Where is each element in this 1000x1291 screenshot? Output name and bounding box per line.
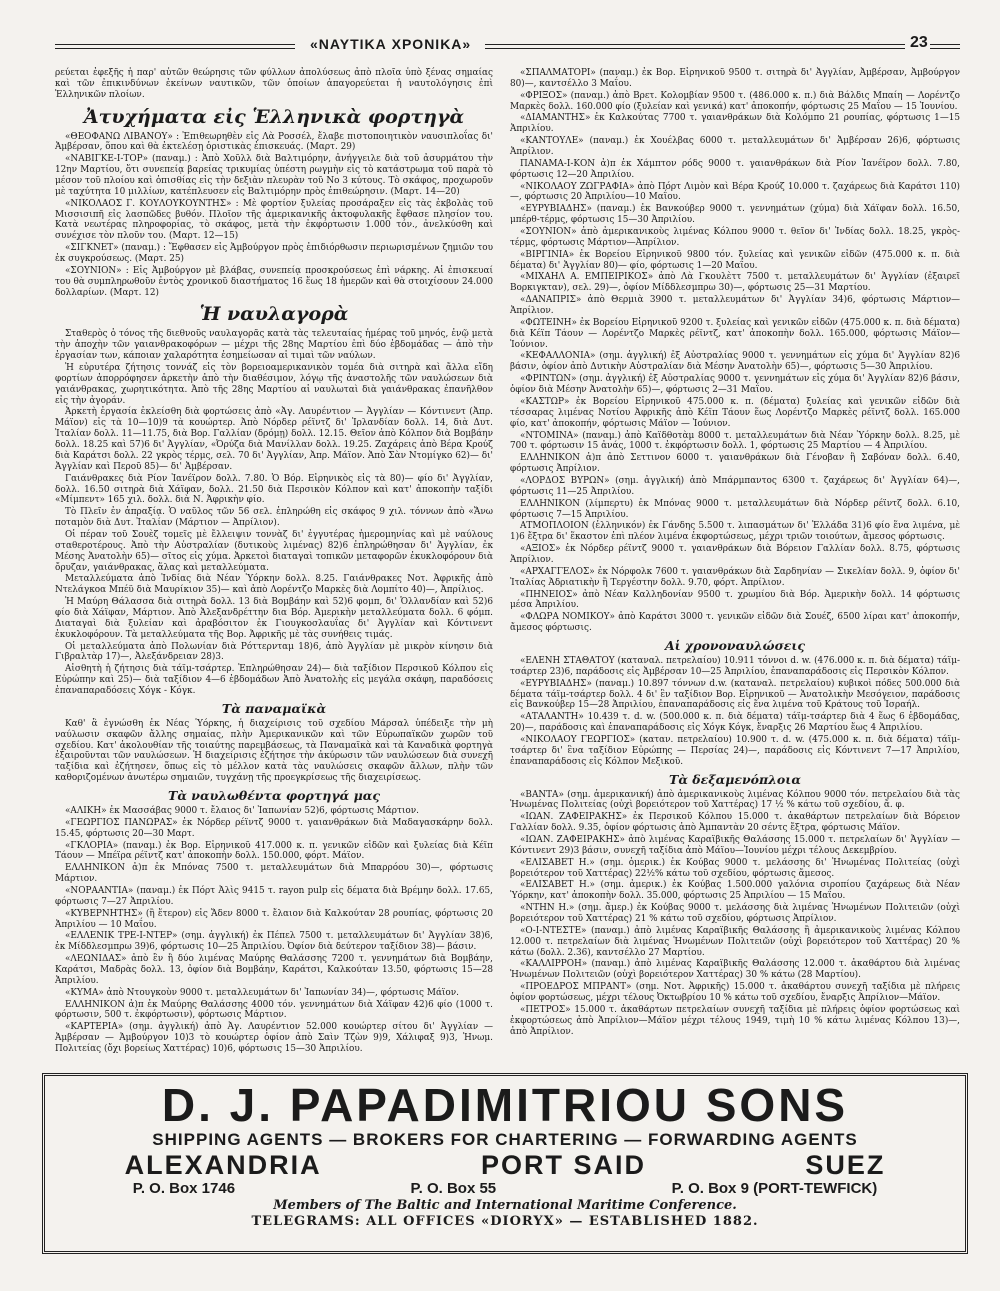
accident-item: «ΣΟΥΝΙΟΝ» : Εἰς Ἀμβούργον μὲ βλάβας, συνεπείᾳ προσκρούσεως ἐπὶ νάρκης. Αἱ ἐπισκευαί του θὰ συμπληρωθοῦν ἐντὸς χρονικοῦ διαστήματος 16 ἕως 18 ἡμερῶν καὶ θὰ στοιχίσουν 24.000 δολλαρίων. (Μαρτ. 12) bbox=[55, 265, 493, 298]
ad-city: ALEXANDRIA bbox=[124, 1150, 322, 1180]
header-rule-right bbox=[930, 44, 960, 49]
charter-item: «ΚΥΜΑ» ἀπὸ Ντουγκοὺν 9000 τ. μεταλλευμάτων δι' Ἰαπωνίαν 34)—, φόρτωσις Μάϊον. bbox=[65, 987, 459, 998]
header-rule-left bbox=[55, 44, 295, 49]
tanker-item: «ΕΛΙΣΑΒΕΤ Η.» (σημ. ἀμερικ.) ἐκ Κούβας 1.500.000 γαλόνια σιροπίου ζαχάρεως διὰ Νέαν Ὑόρκην, κατ' ἀποκοπὴν δολλ. 35.000, φόρτωσις 25 Ἀπριλίου — 15 Μαΐου. bbox=[510, 880, 960, 902]
charter-item: «ΛΕΩΝΙΔΑΣ» ἀπὸ ἓν ἢ δύο λιμένας Μαύρης Θαλάσσης 7200 τ. γεννημάτων διὰ Βομβάην, Καράτσι, Μαδρὰς δολλ. 13, ὀφίον διὰ Βομβάην, Καράτσι, Καλκούταν 13.50, φόρτωσις 15—28 Ἀπριλίου. bbox=[55, 954, 493, 986]
tanker-item: «ΒΑΝΤΑ» (σημ. ἀμερικανική) ἀπὸ ἀμερικανικοὺς λιμένας Κόλπου 9000 τόν. πετρελαίου διὰ τὰς Ἡνωμένας Πολιτείας (οὐχὶ βορειότερον τοῦ Χαττέρας) 17 ½ % κάτω τοῦ σχεδίου, ἄ. φ. bbox=[510, 789, 960, 811]
tanker-item: «ΠΕΤΡΟΣ» 15.000 τ. ἀκαθάρτων πετρελαίων συνεχῆ ταξίδια μὲ πλήρεις ὀφίον φορτώσεως καὶ ἐκφορτώσεως ἀπὸ Ἀπρίλιον—Μάϊον μέχρι τέλους 1949, τιμὴ 10 % κάτω λιμένας Κόλπου 13)—, ἀπὸ Ἀπρίλιον. bbox=[510, 1004, 960, 1037]
page-number: 23 bbox=[910, 34, 928, 51]
tanker-item: «ΙΩΑΝ. ΖΑΦΕΙΡΑΚΗΣ» ἐκ Περσικοῦ Κόλπου 15.000 τ. ἀκαθάρτων πετρελαίων διὰ Βόρειον Γαλλίαν δολλ. 9.35, ὀφίον φόρτωσις ἀπὸ Ἀμπαντὰν 20 σέντς ἔξτρα, φόρτωσις Μάϊον. bbox=[510, 812, 960, 834]
ad-membership: Members of The Baltic and International Maritime Conference. bbox=[273, 1198, 737, 1213]
fixture-item: «ΑΞΙΟΣ» ἐκ Νόρδερ ρέϊντζ 9000 τ. γαιανθράκων διὰ Βόρειον Γαλλίαν δολλ. 8.75, φόρτωσις Ἀπρίλιον. bbox=[510, 544, 960, 565]
ad-city: SUEZ bbox=[805, 1150, 886, 1180]
charter-item: «ΓΕΩΡΓΙΟΣ ΠΑΝΩΡΑΣ» ἐκ Νόρδερ ρέϊντζ 9000 τ. γαιανθράκων διὰ Μαδαγασκάρην δολλ. 15.45, φόρτωσις 20—30 Μαρτ. bbox=[55, 817, 493, 839]
freight-paragraph: Σταθερὸς ὁ τόνος τῆς διεθνοῦς ναυλαγορᾶς κατὰ τὰς τελευταίας ἡμέρας τοῦ μηνός, ἐνῷ μετὰ τὴν ἀποχὴν τῶν γαιανθρακοφόρων — μέχρι τῆς 28ης Μαρτίου ἐπὶ δύο ἑβδομάδας — ἀπὸ τὴν ἐργασίαν των, κάποιαν χαλαρότητα ἐσημείωσαν αἱ τιμαὶ τῶν ναύλων. bbox=[55, 329, 493, 362]
fixture-item: «ΕΥΡΥΒΙΑΔΗΣ» (παναμ.) ἐκ Βανκούβερ 9000 τ. γεννημάτων (χύμα) διὰ Χάϊφαν δολλ. 16.50, μπέρθ-τέρμς, φόρτωσις 15—30 Ἀπριλίου. bbox=[510, 204, 960, 226]
freight-paragraph: Τὸ Πλεῖν ἐν ἀπραξίᾳ. Ὁ ναῦλος τῶν 56 σελ. ἐπληρώθη εἰς σκάφος 9 χιλ. τόννων ἀπὸ «Ἄνω ποταμὸν διὰ Δυτ. Ἰταλίαν (Μάρτιον — Ἀπρίλιον). bbox=[55, 507, 493, 529]
accident-item: «ΣΙΓΚΝΕΤ» (παναμ.) : Ἔφθασεν εἰς Ἀμβούργον πρὸς ἐπιδιόρθωσιν περιωρισμένων ζημιῶν του ἐκ συγκρούσεως. (Μαρτ. 25) bbox=[55, 243, 493, 265]
freight-market-heading: Ἡ ναυλαγορὰ bbox=[199, 303, 349, 326]
accident-item: «ΝΑΒΙΓΚΕ-Ι-ΤΟΡ» (παναμ.) : Ἀπὸ Χοῦλλ διὰ Βαλτιμόρην, ἀνήγγειλε διὰ τοῦ ἀσυρμάτου τὴν 12ην Μαρτίου, ὅτι συνεπείᾳ βαρείας τρικυμίας ὑπέστη ρωγμὴν εἰς τὸ κατάστρωμα τοῦ παρὰ τὸ μέσον τοῦ πλοίου καὶ ὀπισθίας εἰς τὴν δεξιὰν πλευρὰν τοῦ Νο 3 κύτους. Τὸ σκάφος, προχωροῦν μὲ ταχύτητα 10 μιλλίων, κατέπλευσεν εἰς Βαλτιμόρην πρὸς ἐπιθεώρησιν. (Μαρτ. 14—20) bbox=[55, 154, 493, 197]
chartered-list bbox=[55, 806, 493, 1055]
fixture-item: «ΦΡΙΞΟΣ» (παναμ.) ἀπὸ Βρετ. Κολομβίαν 9500 τ. (486.000 κ. π.) διὰ Βάλδις Μπαίη — Λορέντζο Μαρκὲς δολλ. 160.000 φίο (ξυλείαν καὶ γενικά) κατ' ἀποκοπήν, φόρτωσις 25 Μαΐου — 15 Ἰουνίου. bbox=[510, 90, 960, 112]
journal-title: «ΝΑΥΤΙΚΑ ΧΡΟΝΙΚΑ» bbox=[310, 36, 472, 52]
accident-item: «ΝΙΚΟΛΑΟΣ Γ. ΚΟΥΛΟΥΚΟΥΝΤΗΣ» : Μὲ φορτίον ξυλείας προσάραξεν εἰς τὰς ἐκβολὰς τοῦ Μισσισιπῆ εἰς λασπῶδες βυθόν. Πλοῖον τῆς ἀμερικανικῆς ἀκτοφυλακῆς ἔφθασε πλησίον του. Κατὰ νεωτέρας πληροφορίας, τὸ σκάφος, μετὰ τὴν ἐκφόρτωσιν 1.000 τόν., ἀνελκύσθη καὶ συνέχισε τὸν πλοῦν του. (Μαρτ. 12—15) bbox=[55, 198, 493, 242]
ad-firm-name: D. J. PAPADIMITRIOU SONS bbox=[161, 1079, 849, 1131]
time-charter-item: «ΑΤΑΛΑΝΤΗ» 10.439 τ. d. w. (500.000 κ. π. διὰ δέματα) τάϊμ-τσάρτερ διὰ 4 ἕως 6 ἑβδομάδας, 20)—, παράδοσις καὶ ἐπαναπαράδοσις εἰς Χόγκ Κόγκ, ἔναρξις 26 Μαρτίου ἕως 4 Ἀπριλίου. bbox=[510, 712, 960, 734]
time-charter-item: «ΕΛΕΝΗ ΣΤΑΘΑΤΟΥ (καταναλ. πετρελαίου) 10.911 τόννοι d. w. (476.000 κ. π. διὰ δέματα) τάϊμ-τσάρτερ 23)6, παράδοσις εἰς Ἀμβέρσαν 10—25 Ἀπριλίου, ἐπαναπαράδοσις εἰς Περσικὸν Κόλπον. bbox=[510, 655, 960, 677]
tanker-item: «ΕΛΙΣΑΒΕΤ Η.» (σημ. ὁμερικ.) ἐκ Κούβας 9000 τ. μελάσσης δι' Ἡνωμένας Πολιτείας (οὐχὶ βορειότερον τοῦ Χαττέρας) 22½% κάτω τοῦ σχεδίου, φόρτωσις ἄμεσος. bbox=[510, 857, 960, 879]
charter-item: «ΕΛΛΕΝΙΚ ΤΡΕ-Ι-ΝΤΕΡ» (σημ. ἀγγλική) ἐκ Πέπελ 7500 τ. μεταλλευμάτων δι' Ἀγγλίαν 38)6, ἐκ Μίδδλεσμπρω 39)6, φόρτωσις 10—25 Ἀπριλίου. Ὀφίον διὰ δεύτερον ταξίδιον 38)— βάσιν. bbox=[55, 931, 493, 953]
panama-paragraph: Καθ' ἃ ἐγνώσθη ἐκ Νέας Ὑόρκης, ἡ διαχείρισις τοῦ σχεδίου Μάρσαλ ὑπέδειξε τὴν μὴ ναύλωσιν σκαφῶν ἄλλης σημαίας, πλὴν Ἀμερικανικῶν καὶ τῶν Εὐρωπαϊκῶν χωρῶν τοῦ σχεδίου. Κατ' ἀκολουθίαν τῆς τοιαύτης παρεμβάσεως, τὰ Παναμαϊκὰ καὶ τὰ Καναδικὰ φορτηγὰ ἐξαιροῦνται τῶν ναυλώσεων. Ἡ διαχείρισις ἐζήτησε τὴν ἀκύρωσιν τῶν ναυλώσεων διὰ συνεχῆ ταξίδια καὶ ἐζήτησεν, ὅπως εἰς τὸ μέλλον κατὰ τὰς ναυλώσεις σκαφῶν ἄλλων, πλὴν τῶν καθοριζομένων ἀνωτέρω σημαιῶν, τυγχάνῃ τῆς προεγκρίσεως τῆς διαχειρίσεως. bbox=[55, 718, 493, 784]
ad-po-box: P. O. Box 9 (PORT-TEWFICK) bbox=[671, 1180, 878, 1197]
fixture-item: «ΒΙΡΓΙΝΙΑ» ἐκ Βορείου Εἰρηνικοῦ 9800 τόν. ξυλείας καὶ γενικῶν εἰδῶν (475.000 κ. π. διὰ δέματα) δι' Ἀγγλίαν 80)— φίο, φόρτωσις 1—20 Μαΐου. bbox=[510, 249, 960, 271]
fixture-item: «ΝΤΟΜΙΝΑ» (παναμ.) ἀπὸ Καϊδθοτὰμ 8000 τ. μεταλλευμάτων διὰ Νέαν Ὑόρκην δολλ. 8.25, μὲ 700 τ. φόρτωσιν 15 ἀνάς, 1000 τ. ἐκφόρτωσιν δολλ. 1, φόρτωσις 25 Μαρτίου — 4 Ἀπριλίου. bbox=[510, 430, 960, 452]
freight-paragraph: Οἱ μεταλλεύματα ἀπὸ Πολωνίαν διὰ Ρόττερνταμ 18)6, ἀπὸ Ἀγγλίαν μὲ μικρὸν κίνησιν διὰ Γιβραλτὰρ 17)—, Ἀλεξάνδρειαν 28)3. bbox=[55, 641, 493, 663]
charter-item: «ΓΚΛΟΡΙΑ» (παναμ.) ἐκ Βορ. Εἰρηνικοῦ 417.000 κ. π. γενικῶν εἰδῶν καὶ ξυλείας διὰ Κέϊπ Τάουν — Μπέϊρα ρέϊντζ κατ' ἀποκοπὴν δολλ. 150.000, φόρτ. Μάϊον. bbox=[55, 840, 493, 862]
fixture-item: «ΠΗΝΕΙΟΣ» ἀπὸ Νέαν Καλληδονίαν 9500 τ. χρωμίου διὰ Βόρ. Ἀμερικὴν δολλ. 14 φόρτωσις μέσα Ἀπριλίου. bbox=[510, 589, 960, 611]
charter-item: «ΝΟΡΑΑΝΤΙΑ» (παναμ.) ἐκ Πόρτ Ἀλὶς 9415 τ. rayon pulp εἰς δέματα διὰ Βρέμην δολλ. 17.65, φόρτωσις 7—27 Ἀπριλίου. bbox=[55, 886, 493, 907]
tankers-list bbox=[510, 790, 960, 1038]
time-charters-heading: Αἱ χρονοναυλώσεις bbox=[664, 637, 806, 653]
fixture-item: «ΚΑΣΤΩΡ» ἐκ Βορείου Εἰρηνικοῦ 475.000 κ. π. (δέματα) ξυλείας καὶ γενικῶν εἰδῶν διὰ τέσσαρας λιμένας Νοτίου Ἀφρικῆς ἀπὸ Κέϊπ Τάουν ἕως Λορέντζο Μαρκὲς ρέϊντζ δολλ. 165.000 φίο, κατ' ἀποκοπήν, φόρτωσις Μάϊον — Ἰούνιον. bbox=[510, 396, 960, 429]
fixture-item: ΑΤΜΟΠΛΟΙΟΝ (ἑλληνικόν) ἐκ Γάνδης 5.500 τ. λιπασμάτων δι' Ἑλλάδα 31)6 φίο ἕνα λιμένα, μὲ 1)6 ἔξτρα δι' ἕκαστον ἐπὶ πλέον λιμένα ἐκφορτώσεως, μέχρι τριῶν τοιούτων, ἄμεσος φόρτωσις. bbox=[510, 521, 960, 543]
ad-cities bbox=[45, 1150, 965, 1180]
tanker-item: «Ο-Ι-ΝΤΕΣΤΕ» (παναμ.) ἀπὸ λιμένας Καραϊβικῆς Θαλάσσης ἢ ἀμερικανικοὺς λιμένας Κόλπου 12.000 τ. πετρελαίων διὰ λιμένας Ἡνωμένων Πολιτειῶν (οὐχὶ βορειότερον τοῦ Χαττέρας) 20 % κάτω (δολλ. 2.36), καντσέλλο 27 Μαρτίου. bbox=[510, 925, 960, 958]
charter-item: ΕΛΛΗΝΙΚΟΝ ἀ)π ἐκ Μπόνας 7500 τ. μεταλλευμάτων διὰ Μπαρρόου 30)—, φόρτωσις Μάρτιον. bbox=[55, 863, 493, 885]
time-charter-item: «ΕΥΡΥΒΙΑΔΗΣ» (παναμ.) 10.897 τόννων d.w. (καταναλ. πετρελαίου) κυβικοὶ πόδες 500.000 διὰ δέματα τάϊμ-τσάρτερ δολλ. 4 δι' ἓν ταξίδιον Βορ. Εἰρηνικοῦ — Ἀνατολικὴν Μεσόγειον, παράδοσις εἰς Βανκούβερ 15—28 Ἀπριλίου, ἐπαναπαράδοσις εἰς ἕνα λιμένα τοῦ Κράτους τοῦ Ἰσραήλ. bbox=[510, 678, 960, 711]
fixture-item: «ΔΙΑΜΑΝΤΗΣ» ἐκ Καλκούτας 7700 τ. γαιανθράκων διὰ Κολόμπο 21 ρουπίας, φόρτωσις 1—15 Ἀπριλίου. bbox=[510, 113, 960, 135]
fixture-item: «ΣΟΥΝΙΟΝ» ἀπὸ ἀμερικανικοὺς λιμένας Κόλπου 9000 τ. θεῖον δι' Ἰνδίας δολλ. 18.25, γκρὸς-τέρμς, φόρτωσις Μάρτιον—Ἀπρίλιον. bbox=[510, 227, 960, 248]
charter-item: «ΚΥΒΕΡΝΗΤΗΣ» (ἢ ἕτερον) εἰς Ἄδεν 8000 τ. ἔλαιον διὰ Καλκούταν 28 ρουπίας, φόρτωσις 20 Ἀπριλίου — 10 Μαΐου. bbox=[55, 908, 493, 930]
time-charter-item: «ΝΙΚΟΛΑΟΥ ΓΕΩΡΓΙΟΣ» (καταν. πετρελαίου) 10.900 τ. d. w. (475.000 κ. π. διὰ δέματα) τάϊμ-τσάρτερ δι' ἓνα ταξίδιον Εὐρώπης — Περσίας 24)—, παράδοσις εἰς Κόντινεντ 7—17 Ἀπριλίου, ἐπαναπαράδοσις εἰς Κόλπον Μεξικοῦ. bbox=[510, 734, 960, 767]
header-rule-middle bbox=[485, 44, 905, 49]
intro-paragraph: ρεύεται ἐφεξῆς ἡ παρ' αὐτῶν θεώρησις τῶν φύλλων ἀπολύσεως ἀπὸ πλοῖα ὑπὸ ξένας σημαίας καὶ τῶν ἐπικινδύνων ἐκείνων ναυτικῶν, τῶν ὁποίων ἀπαγορεύεται ἡ ναυτολόγησις ἐπὶ Ἑλληνικῶν πλοίων. bbox=[55, 68, 493, 100]
page-header bbox=[55, 34, 960, 58]
charter-item: «ΚΑΡΤΕΡΙΑ» (σημ. ἀγγλική) ἀπὸ Ἀγ. Λαυρέντιον 52.000 κουώρτερ σίτου δι' Ἀγγλίαν — Ἀμβέρσαν — Ἀμβούργον 10)3 τὸ κουώρτερ ὀφίον ἀπὸ Σαὶν Τζὼν 9)9, Χάλιφαξ 9)3, Ἡνωμ. Πολιτείας (ὄχι βορείως Χαττέρας) 10)6, φόρτωσις 15—30 Ἀπριλίου. bbox=[55, 1022, 493, 1055]
fixture-item: «ΑΡΧΑΓΓΕΛΟΣ» ἐκ Νόρφολκ 7600 τ. γαιανθράκων διὰ Σαρδηνίαν — Σικελίαν δολλ. 9, ὀφίον δι' Ἰταλίας Ἀδριατικὴν ἢ Τεργέστην δολλ. 9.70, φόρτ. Ἀπρίλιον. bbox=[510, 566, 960, 588]
time-charters-list bbox=[510, 656, 960, 768]
freight-paragraph: Ἀρκετὴ ἐργασία ἐκλείσθη διὰ φορτώσεις ἀπὸ «Ἀγ. Λαυρέντιον — Ἀγγλίαν — Κόντινεντ (Ἀπρ. Μάϊον) εἰς τὰ 10—10)9 τὰ κουώρτερ. Ἀπὸ Νόρδερ ρέϊντζ δι' Ἰρλανδίαν δολλ. 14, διὰ Δυτ. Ἰταλίαν δολλ. 11—11.75, διὰ Βορ. Γαλλίαν (δρόμῃ) δολλ. 12.15. Θεῖον ἀπὸ Κόλπον διὰ Βομβάην δολλ. 18.25 καὶ 57)6 δι' Ἀγγλίαν, «Ὀρύζα διὰ Μανίλλαν δολλ. 19.25. Ζαχάρεις ἀπὸ Βέρα Κρούζ διὰ Καράτσι δολλ. 22 γκρὸς τέρμς, σελ. 70 δι' Ἀγγλίαν, Ἀπρ. Μάϊον. Ἀπὸ Σὰν Ντομίγκο 62)— δι' Ἀγγλίαν καὶ Περοῦ 85)— δι' Ἀμβέρσαν. bbox=[55, 407, 493, 472]
freight-paragraph: Μεταλλεύματα ἀπὸ Ἰνδίας διὰ Νέαν Ὑόρκην δολλ. 8.25. Γαιάνθρακες Νοτ. Ἀφρικῆς ἀπὸ Ντελάγκοα Μπέϋ διὰ Μαυρίκιον 35)— καὶ ἀπὸ Λορέντζο Μαρκὲς διὰ Λομπίτο 40)—, Ἀπρίλιος. bbox=[55, 574, 493, 596]
ad-po-box: P. O. Box 55 bbox=[410, 1180, 497, 1197]
fixture-item: «ΦΩΤΕΙΝΗ» ἐκ Βορείου Εἰρηνικοῦ 9200 τ. ξυλείας καὶ γενικῶν εἰδῶν (475.000 κ. π. διὰ δέματα) διὰ Κέϊπ Τάουν — Λορέντζο Μαρκὲς ρέϊντζ, κατ' ἀποκοπὴν δολλ. 165.000, φόρτωσις Μάϊον—Ἰούνιον. bbox=[510, 317, 960, 350]
fixture-item: «ΦΛΩΡΑ ΝΟΜΙΚΟΥ» ἀπὸ Καράτσι 3000 τ. γενικῶν εἰδῶν διὰ Σουέζ, 6500 λίραι κατ' ἀποκοπήν, ἄμεσος φόρτωσις. bbox=[510, 612, 960, 634]
fixture-item: «ΣΠΑΛΜΑΤΟΡΙ» (παναμ.) ἐκ Βορ. Εἰρηνικοῦ 9500 τ. σιτηρὰ δι' Ἀγγλίαν, Ἀμβέρσαν, Ἀμβούργον 80)—, καντσέλλο 3 Μαΐου. bbox=[510, 68, 960, 89]
tanker-item: «ΝΤΗΝ Η.» (σημ. ἄμερ.) ἐκ Κούβας 9000 τ. μελάσσης διὰ λιμένας Ἡνωμένων Πολιτειῶν (οὐχὶ βορειότερον τοῦ Χαττέρας) 21 % κάτω τοῦ σχεδίου, φόρτωσις Ἀπρίλιον. bbox=[510, 903, 960, 925]
fixture-item: «ΔΑΝΑΠΡΙΣ» ἀπὸ Θερμιὰ 3900 τ. μεταλλευμάτων δι' Ἀγγλίαν 34)6, φόρτωσις Μάρτιον—Ἀπρίλιον. bbox=[510, 295, 960, 317]
panama-list bbox=[55, 719, 493, 784]
charter-item: ΕΛΛΗΝΙΚΟΝ ἀ)π ἐκ Μαύρης Θαλάσσης 4000 τόν. γεννημάτων διὰ Χάϊφαν 42)6 φίο (1000 τ. φόρτωσιν, 500 τ. ἐκφόρτωσιν), φόρτωσις Μάρτιον. bbox=[55, 999, 493, 1021]
freight-paragraph: Ἡ εὐρυτέρα ζήτησις τοννάζ εἰς τὸν βορειοαμερικανικὸν τομέα διὰ σιτηρὰ καὶ ἄλλα εἴδη φορτίων ἀπορρόφησεν ἀρκετὴν ἀπὸ τὴν διαθέσιμον, λόγῳ τῆς ἀναστολῆς τῶν ναυλώσεων διὰ γαιάνθρακας, χωρητικότητα. Ἀπὸ τῆς 28ης Μαρτίου αἱ ναυλωταὶ διὰ γαιάνθρακας ἐπανῆλθον εἰς τὴν ἀγοράν. bbox=[55, 363, 493, 406]
freight-paragraph: Γαιάνθρακες διὰ Ρίον Ἰανέϊρον δολλ. 7.80. Ὁ Βόρ. Εἰρηνικὸς εἰς τὰ 80)— φίο δι' Ἀγγλίαν, δολλ. 16.50 σιτηρὰ διὰ Χάϊφαν, δολλ. 21.50 διὰ Περσικὸν Κόλπον καὶ κατ' ἀποκοπὴν ταξίδι «Μίμπεντ» 165 χιλ. δολλ. διὰ Ν. Ἀφρικὴν φίο. bbox=[55, 473, 493, 506]
tanker-item: «ΠΡΟΕΔΡΟΣ ΜΠΡΑΝΤ» (σημ. Νοτ. Ἀφρικῆς) 15.000 τ. ἀκαθάρτου συνεχῆ ταξίδια μὲ πλήρεις ὀφίον φορτώσεως, μέχρι τέλους Ὀκτωβρίου 10 % κάτω τοῦ σχεδίου, ἔναρξις Ἀπρίλιον—Μάϊον. bbox=[510, 982, 960, 1004]
chartered-heading: Τὰ ναυλωθέντα φορτηγά μας bbox=[168, 787, 380, 803]
ad-city: PORT SAID bbox=[480, 1150, 646, 1180]
tanker-item: «ΙΩΑΝ. ΖΑΦΕΙΡΑΚΗΣ» ἀπὸ λιμένας Καραϊβικῆς Θαλάσσης 15.000 τ. πετρελαίων δι' Ἀγγλίαν — Κόντινεντ 29)3 βάσιν, συνεχῆ ταξίδια ἀπὸ Μάϊου—Ἰουνίου μέχρι τέλους Δεκεμβρίου. bbox=[510, 835, 960, 856]
freight-paragraph: Οἱ πέραν τοῦ Σουὲζ τομεῖς μὲ ἔλλειψιν τοννὰζ δι' ἐγγυτέρας ἡμερομηνίας καὶ μὲ ναύλους σταθεροτέρους. Ἀπὸ τὴν Αὐστραλίαν (δυτικοὺς λιμένας) 82)6 ἐπληρώθησαν δι' Ἀγγλίαν, ἐκ Μέσης Ἀνατολὴν 65)— σῖτος εἰς χύμα. Ἀρκετοὶ διαταγαὶ τοπικῶν μεταφορῶν ἐκυκλοφόρουν διὰ ὄρυζαν, γαιάνθρακας, ἅλας καὶ μεταλλεύματα. bbox=[55, 529, 493, 573]
fixtures-list bbox=[510, 68, 960, 634]
ad-telegrams: TELEGRAMS: ALL OFFICES «DIORYX» — ESTABLISHED 1882. bbox=[251, 1214, 759, 1229]
fixture-item: ΕΛΛΗΝΙΚΟΝ ἀ)π ἀπὸ Σεττινον 6000 τ. γαιανθράκων διὰ Γένοβαν ἢ Σαβόναν δολλ. 6.40, φόρτωσις Ἀπρίλιον. bbox=[510, 453, 960, 475]
accidents-list bbox=[55, 132, 493, 299]
ad-services: SHIPPING AGENTS — BROKERS FOR CHARTERING — FORWARDING AGENTS bbox=[152, 1130, 858, 1149]
freight-paragraph: Ἡ Μαύρη Θάλασσα διὰ σιτηρὰ δολλ. 13 διὰ Βομβάην καὶ 52)6 φομπ, δι' Ὁλλανδίαν καὶ 52)6 φίο διὰ Χάϊφαν, Μάρτιον. Ἀπὸ Ἀλεξανδρέττην δια Βόρ. Ἀμερικὴν μεταλλεύματα δολλ. 6 φόμπ. Διαταγαὶ διὰ ξυλείαν καὶ ἀραβόσιτον ἐκ Γιουγκοσλαυΐας δι' Ἀγγλίαν καὶ Κόντινεντ ἐκυκλοφόρουν. Τὰ μεταλλεύματα τῆς Βορ. Ἀφρικῆς μὲ τὰς συνήθεις τιμάς. bbox=[55, 597, 493, 640]
panama-heading: Τὰ παναμαϊκὰ bbox=[221, 700, 327, 716]
accident-item: «ΘΕΟΦΑΝΩ ΛΙΒΑΝΟΥ» : Ἐπιθεωρηθὲν εἰς Λὰ Ροσσέλ, ἔλαβε πιστοποιητικὸν ναυσιπλοΐας δι' Ἀμβέρσαν, ὅπου καὶ θὰ ἐκτελέσῃ ὁριστικὰς ἐπισκευάς. (Μαρτ. 29) bbox=[55, 131, 493, 153]
fixture-item: ΕΛΛΗΝΙΚΟΝ (λίμπερτυ) ἐκ Μπόνας 9000 τ. μεταλλευμάτων διὰ Νόρδερ ρέϊντζ δολλ. 6.10, φόρτωσις 7—15 Ἀπριλίου. bbox=[510, 498, 960, 520]
left-column bbox=[55, 68, 493, 1056]
tanker-item: «ΚΑΛΛΙΡΡΟΗ» (παναμ.) ἀπὸ λιμένας Καραϊβικῆς Θαλάσσης 12.000 τ. ἀκαθάρτου διὰ λιμένας Ἡνωμένων Πολιτειῶν (οὐχὶ βορειότερον Χαττέρας) 30 % κάτω (28 Μαρτίου). bbox=[510, 959, 960, 981]
fixture-item: «ΦΡΙΝΤΩΝ» (σημ. ἀγγλική) ἐξ Αὐστραλίας 9000 τ. γεννημάτων εἰς χύμα δι' Ἀγγλίαν 82)6 βάσιν, ὀφίον διὰ Μέσην Ἀνατολὴν 65)—, φόρτωσις 2—31 Μαΐου. bbox=[510, 374, 960, 396]
charter-item: «ΑΛΙΚΗ» ἐκ Μασσάβας 9000 τ. ἔλαιος δι' Ἰαπωνίαν 52)6, φόρτωσις Μάρτιον. bbox=[65, 805, 419, 816]
ad-po-box: P. O. Box 1746 bbox=[132, 1180, 236, 1197]
fixture-item: «ΝΙΚΟΛΑΟΥ ΖΩΓΡΑΦΙΑ» ἀπὸ Πόρτ Λιμὸν καὶ Βέρα Κρούζ 10.000 τ. ζαχάρεως διὰ Καράτσι 110)—, φόρτωσις 20 Ἀπριλίου—10 Μαΐου. bbox=[510, 181, 960, 203]
fixture-item: «ΛΟΡΔΟΣ ΒΥΡΩΝ» (σημ. ἀγγλική) ἀπὸ Μπάρμπαντος 6300 τ. ζαχάρεως δι' Ἀγγλίαν 64)—, φόρτωσις 11—25 Ἀπριλίου. bbox=[510, 475, 960, 497]
accidents-heading: Ἀτυχήματα εἰς Ἑλληνικὰ φορτηγὰ bbox=[83, 105, 465, 128]
ad-po-boxes bbox=[45, 1180, 965, 1198]
fixture-item: «ΚΑΝΤΟΥΛΕ» (παναμ.) ἐκ Χουέλβας 6000 τ. μεταλλευμάτων δι' Ἀμβέρσαν 26)6, φόρτωσις Ἀπρίλιον. bbox=[510, 136, 960, 158]
fixture-item: ΠΑΝΑΜΑ-Ι-ΚΟΝ ἀ)π ἐκ Χάμπτον ρόδς 9000 τ. γαιανθράκων διὰ Ρίον Ἰανέϊρον δολλ. 7.80, φόρτωσις 12—20 Ἀπριλίου. bbox=[510, 158, 960, 180]
freight-market-list bbox=[55, 329, 493, 696]
tankers-heading: Τὰ δεξαμενόπλοια bbox=[669, 771, 801, 787]
right-column bbox=[510, 68, 960, 1038]
fixture-item: «ΚΕΦΑΛΛΟΝΙΑ» (σημ. ἀγγλική) ἐξ Αὐστραλίας 9000 τ. γεννημάτων εἰς χύμα δι' Ἀγγλίαν 82)6 βάσιν, ὀφίον ἀπὸ Δυτικὴν Αὐστραλίαν διὰ Μέσην Ἀνατολὴν 65)—, φόρτωσις 5—30 Ἀπριλίου. bbox=[510, 351, 960, 373]
advertisement bbox=[42, 1073, 968, 1254]
fixture-item: «ΜΙΧΑΗΛ Α. ΕΜΠΕΙΡΙΚΟΣ» ἀπὸ Λὰ Γκουλὲττ 7500 τ. μεταλλευμάτων δι' Ἀγγλίαν (ἐξαιρεῖ Βορκιγκταν), σελ. 29)—, ὀφίον Μίδδλεσμπρω 30)—, φόρτωσις 25—31 Μαρτίου. bbox=[510, 272, 960, 294]
freight-paragraph: Αἰσθητὴ ἡ ζήτησις διὰ τάϊμ-τσάρτερ. Ἐπληρώθησαν 24)— διὰ ταξίδιον Περσικοῦ Κόλπου εἰς Εὐρώπην καὶ 25)— διὰ ταξίδιον 4—6 ἑβδομάδων Ἀπὸ Ἀνατολὴς εἰς μεγάλα σκάφη, παραδόσεις ἐπαναπαραδόσεις Χόγκ - Κόγκ. bbox=[55, 664, 493, 696]
